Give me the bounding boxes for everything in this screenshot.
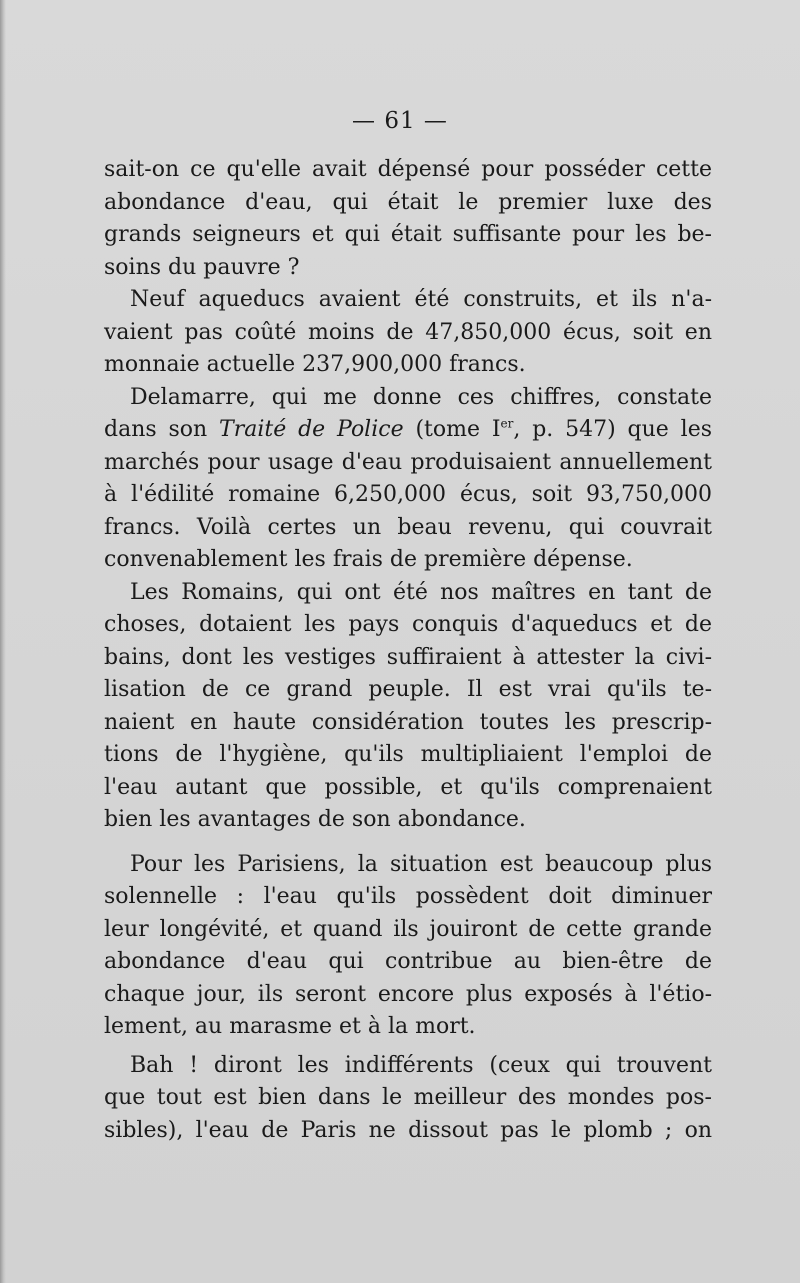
text-line: abondance d'eau, qui était le premier luxe des [104,189,712,215]
text-line: bains, dont les vestiges suffiraient à attester la civi- [104,644,712,670]
text-line: chaque jour, ils seront encore plus exposés à l'étio- [104,981,712,1007]
paragraph-4 [104,577,712,837]
text-line: Neuf aqueducs avaient été construits, et ils n'a- [130,287,712,312]
text-line: marchés pour usage d'eau produisaient annuellement [104,449,712,475]
text-line: convenablement les frais de première dépense. [104,547,633,572]
paragraph-6 [104,1050,712,1148]
text-line: que tout est bien dans le meilleur des mondes pos- [104,1085,712,1110]
text-fragment: (tome I [415,417,501,442]
text-line: leur longévité, et quand ils jouiront de cette grande [104,916,712,942]
text-line: francs. Voilà certes un beau revenu, qui couvrait [104,514,712,540]
text-line: soins du pauvre ? [104,254,300,280]
text-fragment: dans son [104,417,208,442]
paragraph-5 [104,849,712,1044]
page-number: — 61 — [352,108,448,134]
text-line: lisation de ce grand peuple. Il est vrai qu'ils te- [104,677,712,702]
paragraph-2 [104,284,712,382]
superscript: er [500,416,514,431]
text-line: Pour les Parisiens, la situation est beaucoup plus [130,851,712,877]
text-fragment: , p. 547) que les [513,417,713,442]
text-line: Bah ! diront les indifférents (ceux qui trouvent [130,1052,712,1078]
text-line: sait-on ce qu'elle avait dépensé pour posséder cette [104,157,712,182]
text-line: Les Romains, qui ont été nos maîtres en tant de [130,579,712,605]
text-line: abondance d'eau qui contribue au bien-être de [104,949,712,974]
text-line: sibles), l'eau de Paris ne dissout pas le plomb ; on [104,1117,712,1143]
text-line: choses, dotaient les pays conquis d'aqueducs et de [104,612,712,637]
text-line: vaient pas coûté moins de 47,850,000 écus, soit en [104,319,712,345]
paragraph-1 [104,154,712,284]
text-line: grands seigneurs et qui était suffisante pour les be- [104,222,712,247]
text-line: solennelle : l'eau qu'ils possèdent doit diminuer [104,884,712,909]
text-line: bien les avantages de son abondance. [104,807,526,832]
text-line: naient en haute considération toutes les prescrip- [104,709,712,735]
page-binding-edge [0,0,6,1283]
text-line-with-title [104,414,712,447]
text-line: monnaie actuelle 237,900,000 francs. [104,352,526,377]
text-line: lement, au marasme et à la mort. [104,1014,476,1039]
paragraph-3 [104,382,712,577]
text-line: à l'édilité romaine 6,250,000 écus, soit 93,750,000 [104,482,712,507]
paragraph-gap [104,837,712,849]
text-line: Delamarre, qui me donne ces chiffres, constate [130,384,712,410]
book-title: Traité de Police [219,417,404,442]
body-text [104,154,712,1147]
text-line: tions de l'hygiène, qu'ils multipliaient l'emploi de [104,742,712,767]
text-line: l'eau autant que possible, et qu'ils comprenaient [104,774,712,800]
